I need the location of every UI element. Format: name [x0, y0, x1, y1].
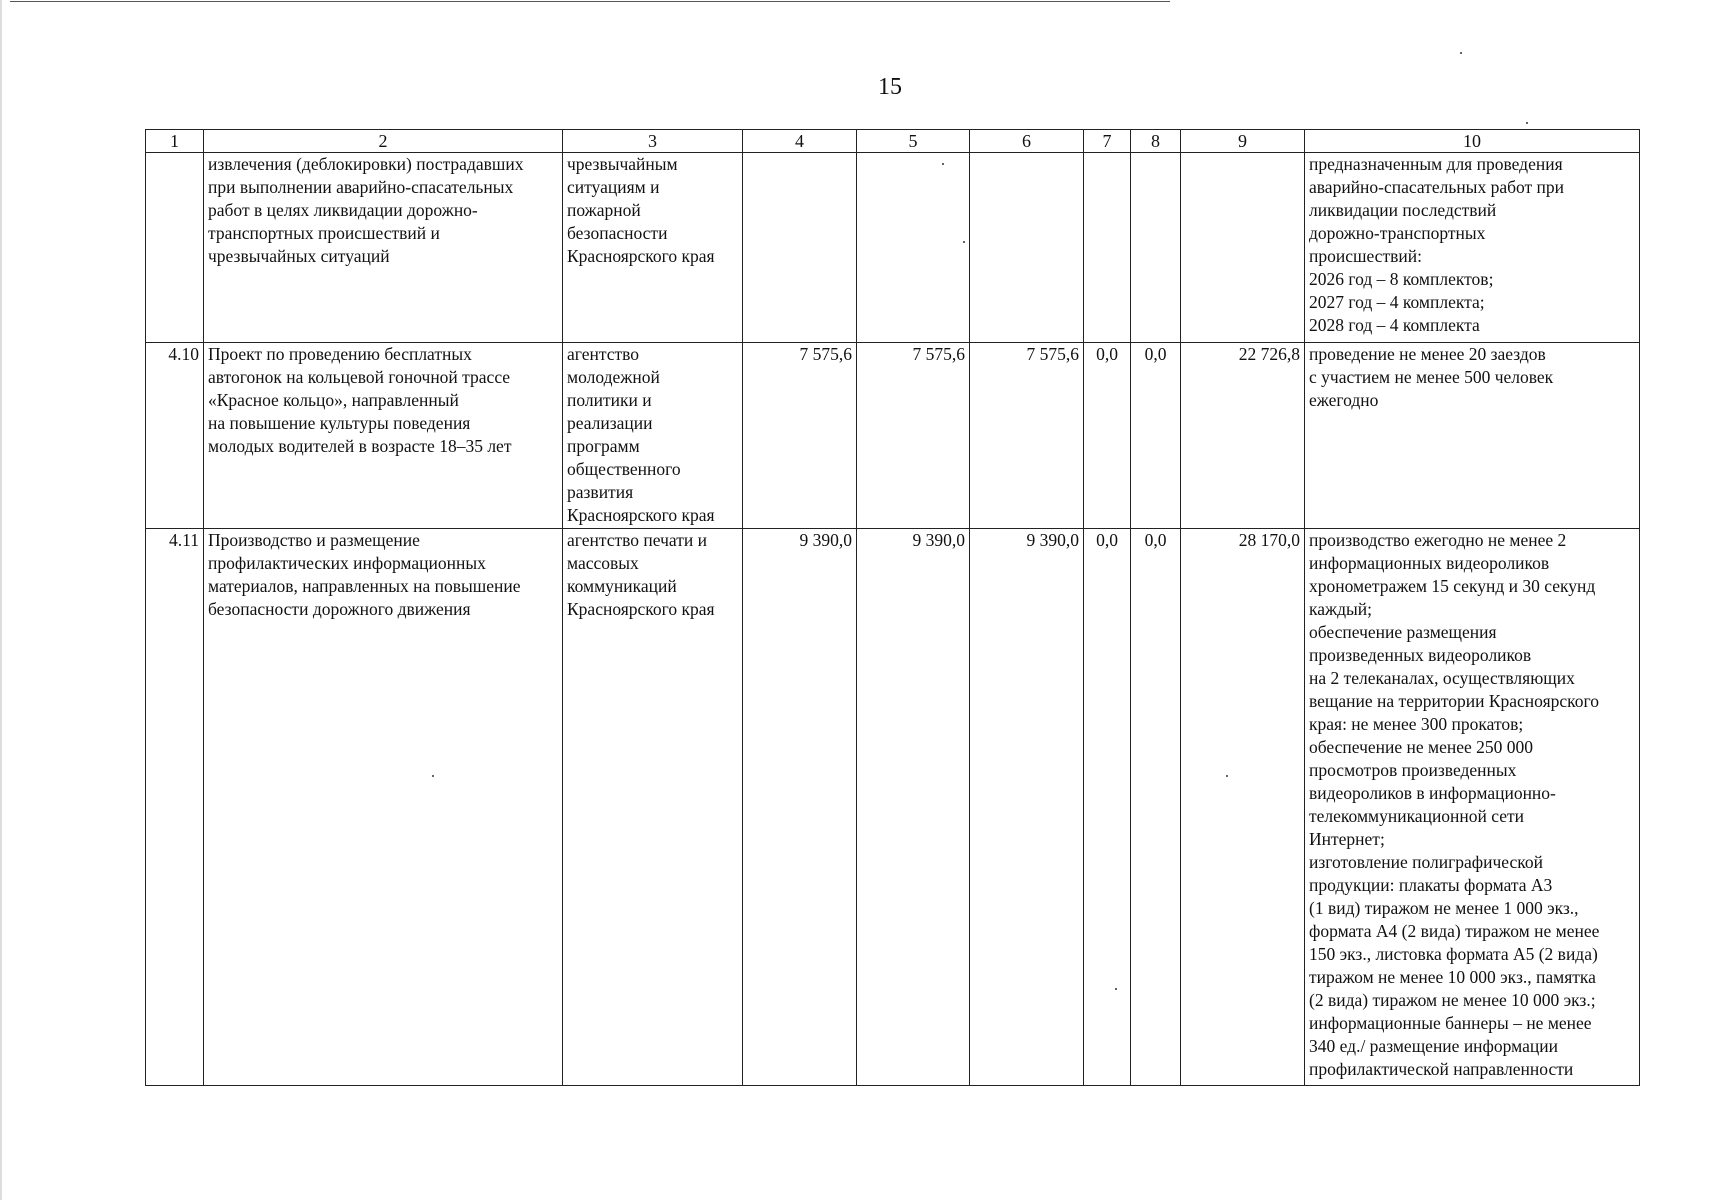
expected-result: [1305, 153, 1640, 343]
text-line: хронометражем 15 секунд и 30 секунд: [1309, 576, 1596, 596]
value-col7: 0,0: [1084, 529, 1131, 1086]
text-line: Проект по проведению бесплатных: [208, 344, 472, 364]
value-col8: 0,0: [1131, 529, 1181, 1086]
activity-name: [204, 529, 563, 1086]
text-line: чрезвычайных ситуаций: [208, 246, 390, 266]
scan-speck: [1115, 988, 1117, 990]
text-line: продукции: плакаты формата А3: [1309, 875, 1553, 895]
scan-speck: [942, 163, 944, 165]
activity-name: [204, 343, 563, 529]
text-line: обеспечение размещения: [1309, 622, 1497, 642]
value-col9: 22 726,8: [1181, 343, 1305, 529]
text-line: профилактической направленности: [1309, 1059, 1574, 1079]
column-header: 7: [1084, 130, 1131, 153]
value-col5: 9 390,0: [857, 529, 970, 1086]
column-header: 1: [146, 130, 204, 153]
column-header: 2: [204, 130, 563, 153]
text-line: агентство: [567, 344, 640, 364]
column-header: 8: [1131, 130, 1181, 153]
text-line: Красноярского края: [567, 599, 715, 619]
text-line: безопасности: [567, 223, 668, 243]
text-line: 340 ед./ размещение информации: [1309, 1036, 1558, 1056]
text-line: ситуациям и: [567, 177, 660, 197]
text-line: проведение не менее 20 заездов: [1309, 344, 1546, 364]
text-line: вещание на территории Красноярского: [1309, 691, 1600, 711]
text-line: агентство печати и: [567, 530, 707, 550]
expected-result: [1305, 343, 1640, 529]
text-line: Красноярского края: [567, 505, 715, 525]
text-line: происшествий:: [1309, 246, 1422, 266]
text-line: произведенных видеороликов: [1309, 645, 1532, 665]
scan-speck: [1460, 52, 1462, 54]
text-line: (2 вида) тиражом не менее 10 000 экз.;: [1309, 990, 1596, 1010]
text-line: ежегодно: [1309, 390, 1379, 410]
text-line: края: не менее 300 прокатов;: [1309, 714, 1524, 734]
text-line: информационные баннеры – не менее: [1309, 1013, 1592, 1033]
expected-result: [1305, 529, 1640, 1086]
value-col4: 9 390,0: [743, 529, 857, 1086]
text-line: ликвидации последствий: [1309, 200, 1497, 220]
text-line: коммуникаций: [567, 576, 677, 596]
executor: [563, 153, 743, 343]
value-col8: [1131, 153, 1181, 343]
value-col6: [970, 153, 1084, 343]
value-col6: 7 575,6: [970, 343, 1084, 529]
text-line: программ: [567, 436, 640, 456]
text-line: тиражом не менее 10 000 экз., памятка: [1309, 967, 1596, 987]
text-line: развития: [567, 482, 634, 502]
text-line: работ в целях ликвидации дорожно-: [208, 200, 478, 220]
column-header: 5: [857, 130, 970, 153]
value-col4: [743, 153, 857, 343]
text-line: аварийно-спасательных работ при: [1309, 177, 1565, 197]
scan-speck: [963, 241, 965, 243]
executor: [563, 343, 743, 529]
page-number: 15: [878, 74, 902, 100]
text-line: молодых водителей в возрасте 18–35 лет: [208, 436, 512, 456]
value-col9: 28 170,0: [1181, 529, 1305, 1086]
activity-name: [204, 153, 563, 343]
text-line: 150 экз., листовка формата А5 (2 вида): [1309, 944, 1598, 964]
scan-top-line: [10, 1, 1170, 2]
value-col5: [857, 153, 970, 343]
text-line: «Красное кольцо», направленный: [208, 390, 459, 410]
text-line: молодежной: [567, 367, 660, 387]
table-header-row: [146, 130, 1640, 153]
text-line: предназначенным для проведения: [1309, 154, 1563, 174]
row-number: 4.11: [146, 529, 204, 1086]
text-line: извлечения (деблокировки) пострадавших: [208, 154, 524, 174]
value-col9: [1181, 153, 1305, 343]
text-line: транспортных происшествий и: [208, 223, 440, 243]
scan-speck: [1526, 122, 1528, 124]
value-col5: 7 575,6: [857, 343, 970, 529]
text-line: дорожно-транспортных: [1309, 223, 1486, 243]
table-row: [146, 529, 1640, 1086]
text-line: на 2 телеканалах, осуществляющих: [1309, 668, 1575, 688]
text-line: (1 вид) тиражом не менее 1 000 экз.,: [1309, 898, 1579, 918]
text-line: чрезвычайным: [567, 154, 678, 174]
activities-table: [145, 129, 1640, 1086]
text-line: пожарной: [567, 200, 641, 220]
text-line: при выполнении аварийно-спасательных: [208, 177, 514, 197]
value-col7: 0,0: [1084, 343, 1131, 529]
column-header: 4: [743, 130, 857, 153]
text-line: просмотров произведенных: [1309, 760, 1517, 780]
scan-speck: [1226, 775, 1228, 777]
row-number: 4.10: [146, 343, 204, 529]
text-line: информационных видеороликов: [1309, 553, 1550, 573]
text-line: профилактических информационных: [208, 553, 486, 573]
text-line: 2026 год – 8 комплектов;: [1309, 269, 1494, 289]
value-col8: 0,0: [1131, 343, 1181, 529]
column-header: 10: [1305, 130, 1640, 153]
row-number: [146, 153, 204, 343]
text-line: безопасности дорожного движения: [208, 599, 471, 619]
text-line: каждый;: [1309, 599, 1372, 619]
value-col4: 7 575,6: [743, 343, 857, 529]
text-line: Производство и размещение: [208, 530, 420, 550]
text-line: формата А4 (2 вида) тиражом не менее: [1309, 921, 1600, 941]
text-line: политики и: [567, 390, 652, 410]
text-line: реализации: [567, 413, 653, 433]
text-line: материалов, направленных на повышение: [208, 576, 521, 596]
text-line: обеспечение не менее 250 000: [1309, 737, 1534, 757]
text-line: производство ежегодно не менее 2: [1309, 530, 1567, 550]
executor: [563, 529, 743, 1086]
value-col7: [1084, 153, 1131, 343]
text-line: 2028 год – 4 комплекта: [1309, 315, 1480, 335]
column-header: 3: [563, 130, 743, 153]
text-line: с участием не менее 500 человек: [1309, 367, 1554, 387]
column-header: 9: [1181, 130, 1305, 153]
text-line: на повышение культуры поведения: [208, 413, 471, 433]
scan-left-edge: [0, 0, 2, 1200]
text-line: телекоммуникационной сети: [1309, 806, 1525, 826]
column-header: 6: [970, 130, 1084, 153]
text-line: изготовление полиграфической: [1309, 852, 1543, 872]
scan-speck: [432, 775, 434, 777]
text-line: Интернет;: [1309, 829, 1385, 849]
table-row: [146, 153, 1640, 343]
text-line: массовых: [567, 553, 639, 573]
text-line: общественного: [567, 459, 681, 479]
text-line: автогонок на кольцевой гоночной трассе: [208, 367, 511, 387]
text-line: Красноярского края: [567, 246, 715, 266]
table-row: [146, 343, 1640, 529]
text-line: видеороликов в информационно-: [1309, 783, 1556, 803]
value-col6: 9 390,0: [970, 529, 1084, 1086]
text-line: 2027 год – 4 комплекта;: [1309, 292, 1485, 312]
